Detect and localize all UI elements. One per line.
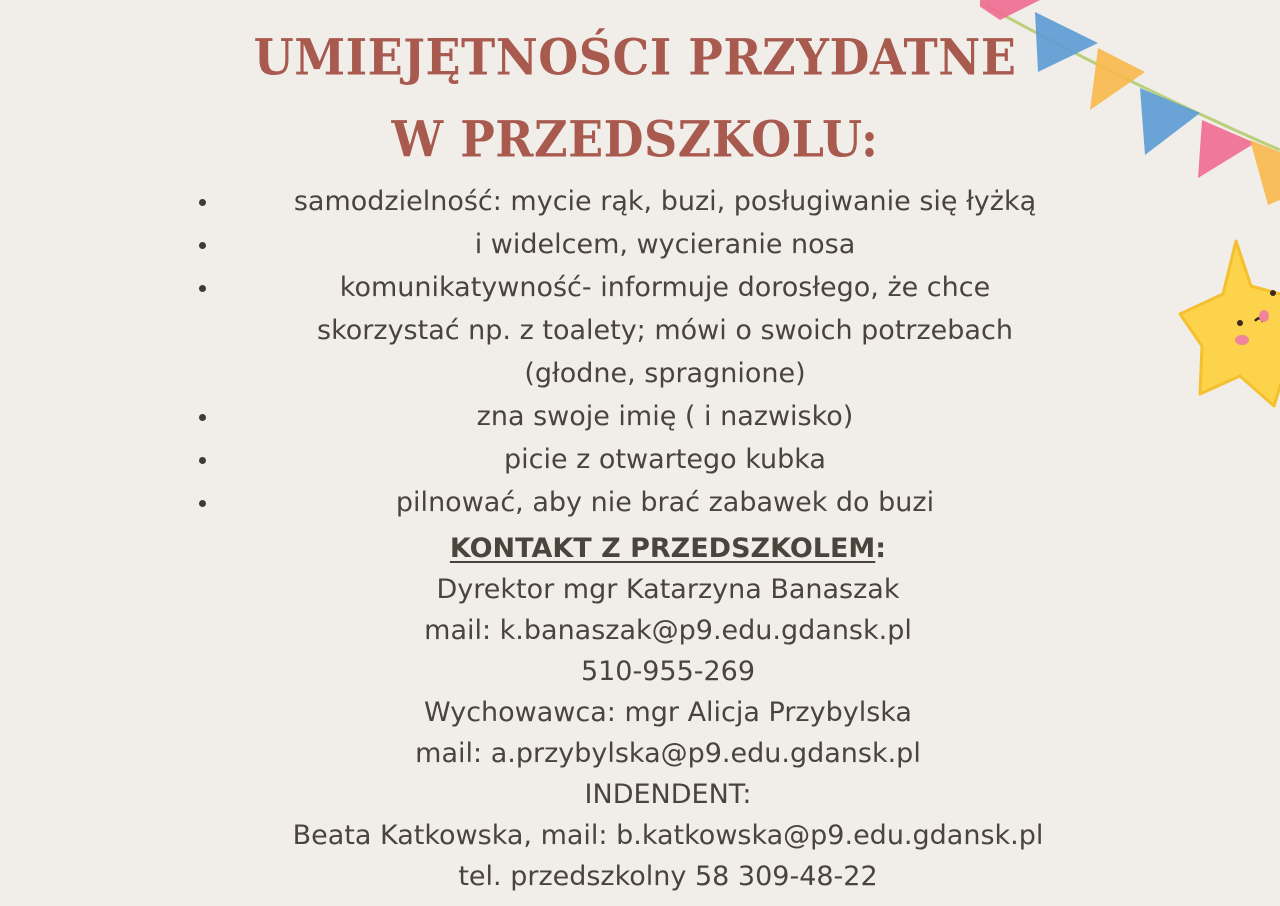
page-title-line-2: W PRZEDSZKOLU: — [391, 109, 879, 169]
list-item-text: (głodne, spragnione) — [524, 358, 806, 389]
smiling-star-icon — [1178, 236, 1280, 411]
contact-heading — [0, 528, 1280, 569]
attendant-heading: INDENDENT: — [584, 779, 752, 810]
list-item-continuation — [0, 352, 1280, 395]
attendant-contact: Beata Katkowska, mail: b.katkowska@p9.edu.gdansk.pl — [292, 820, 1044, 851]
bullet-icon — [199, 199, 206, 206]
bullet-icon — [199, 285, 206, 292]
list-item-text: samodzielność: mycie rąk, buzi, posługiwanie się łyżką — [293, 186, 1037, 217]
bullet-icon — [199, 500, 206, 507]
bullet-icon — [199, 457, 206, 464]
kindergarten-phone: tel. przedszkolny 58 309-48-22 — [458, 861, 878, 892]
list-item — [0, 481, 1280, 524]
list-item-text: pilnować, aby nie brać zabawek do buzi — [395, 487, 935, 518]
bullet-icon — [199, 414, 206, 421]
list-item — [0, 223, 1280, 266]
list-item-text: i widelcem, wycieranie nosa — [474, 229, 856, 260]
list-item-text: zna swoje imię ( i nazwisko) — [476, 401, 854, 432]
page-title-line-1: UMIEJĘTNOŚCI PRZYDATNE — [253, 27, 1017, 87]
list-item-text: picie z otwartego kubka — [504, 444, 826, 475]
list-item-continuation — [0, 309, 1280, 352]
director-name: Dyrektor mgr Katarzyna Banaszak — [436, 574, 900, 605]
director-email: mail: k.banaszak@p9.edu.gdansk.pl — [424, 615, 912, 646]
list-item-text: komunikatywność- informuje dorosłego, że chce — [339, 272, 991, 303]
director-phone: 510-955-269 — [580, 656, 756, 687]
contact-heading-colon: : — [875, 533, 887, 564]
teacher-name: Wychowawca: mgr Alicja Przybylska — [424, 697, 912, 728]
contact-heading-text: KONTAKT Z PRZEDSZKOLEM — [449, 533, 876, 564]
list-item — [0, 438, 1280, 481]
list-item — [0, 395, 1280, 438]
teacher-email: mail: a.przybylska@p9.edu.gdansk.pl — [415, 738, 921, 769]
bunting-flags-icon — [980, 0, 1280, 210]
list-item — [0, 266, 1280, 309]
list-item-text: skorzystać np. z toalety; mówi o swoich potrzebach — [317, 315, 1013, 346]
bullet-icon — [199, 242, 206, 249]
